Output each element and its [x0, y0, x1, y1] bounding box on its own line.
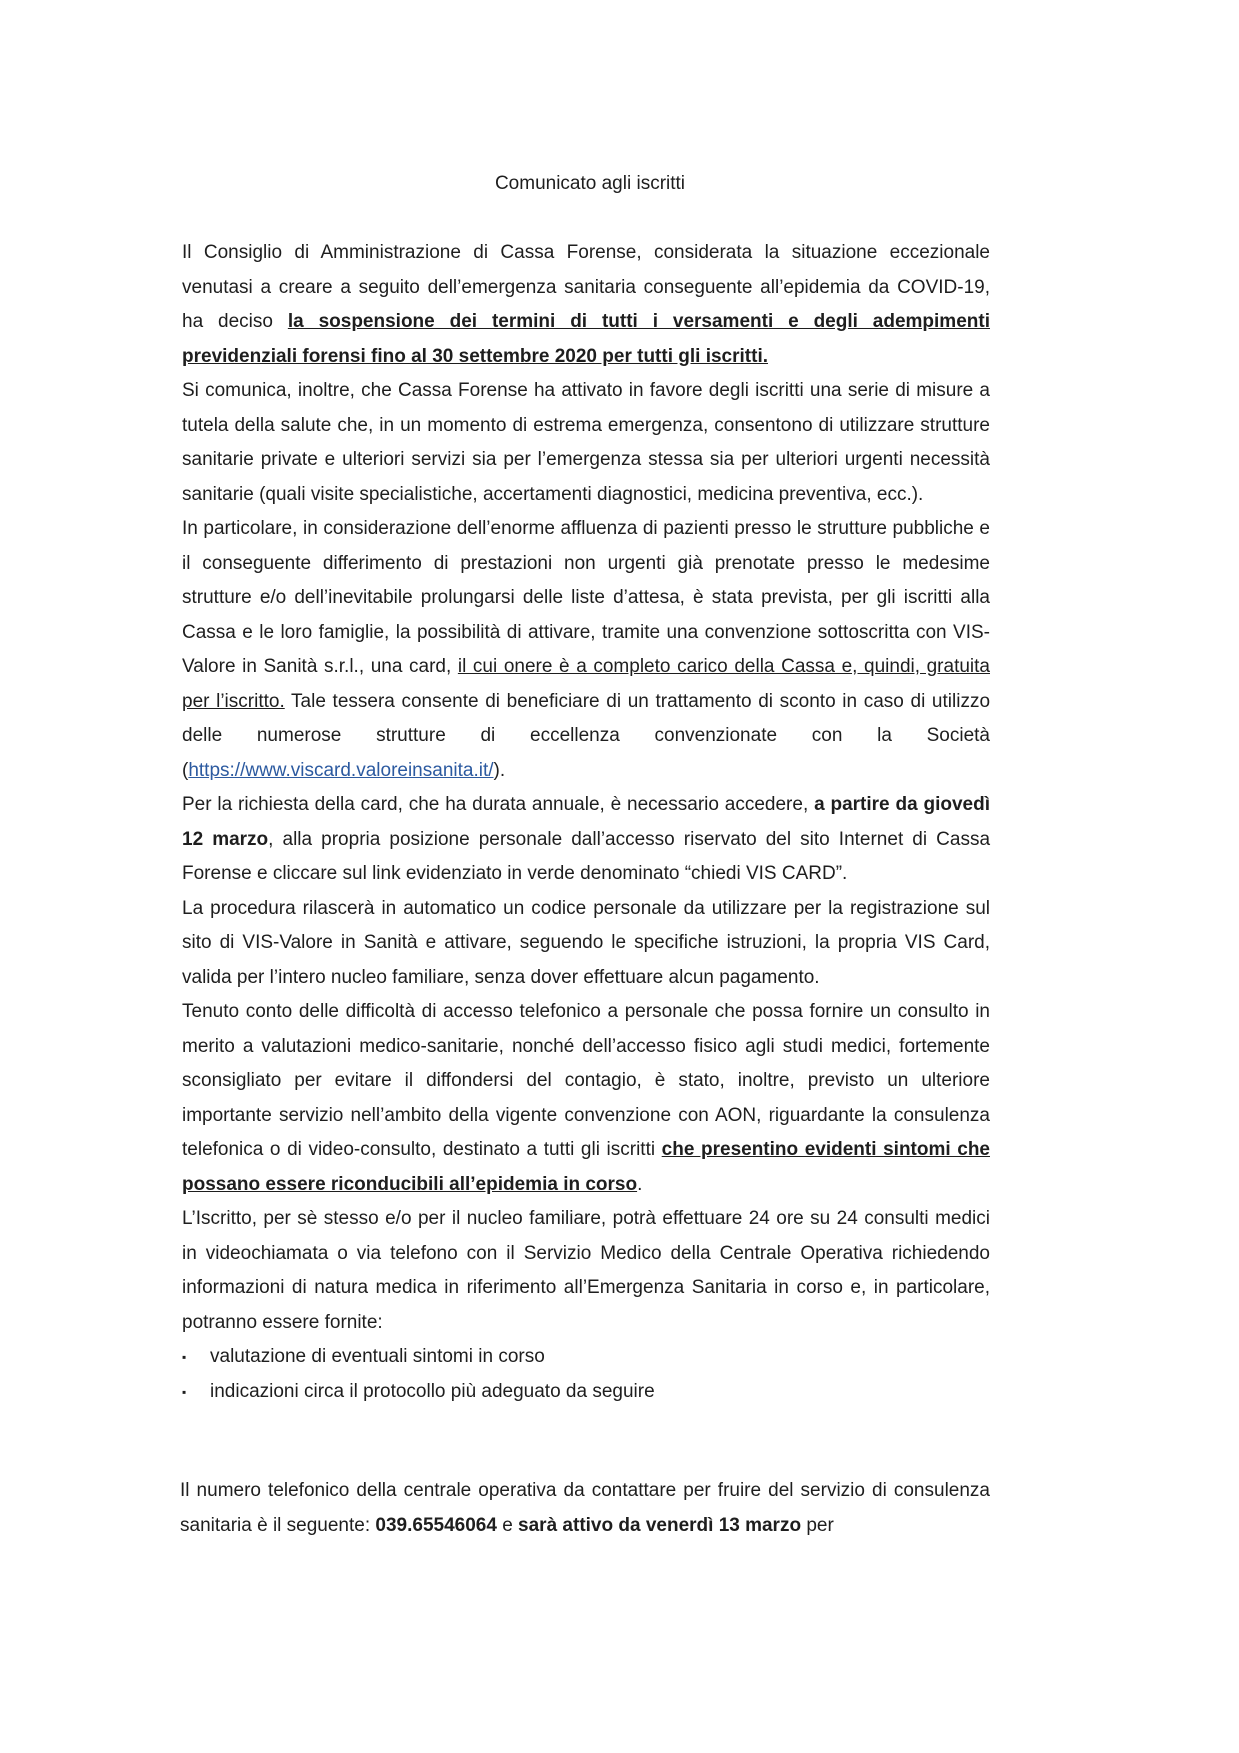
symptoms-emphasis: che presentino evidenti sintomi che possano essere riconducibili all’epidemia in corso [182, 1139, 990, 1195]
bullet-icon: ▪ [182, 1350, 187, 1364]
paragraph-suspension [182, 236, 990, 374]
paragraph-text: Tenuto conto delle difficoltà di accesso telefonico a personale che possa fornire un consulto in merito a valutazioni medico-sanitarie, nonché dell’accesso fisico agli studi medici, fortemente sconsigliato per evitare il diffondersi del contagio, è stato, inoltre, previsto un ulteriore importante servizio nell’ambito della vigente convenzione con AON, riguardante la consulenza telefonica o di video-consulto, destinato a tutti gli iscritti [182, 1001, 990, 1160]
paragraph-card [182, 512, 990, 788]
list-item [182, 1340, 990, 1375]
paragraph-text: Per la richiesta della card, che ha durata annuale, è necessario accedere, [182, 794, 815, 815]
viscard-link[interactable]: https://www.viscard.valoreinsanita.it/ [188, 759, 494, 781]
free-card-note: il cui onere è a completo carico della Cassa e, quindi, gratuita per l’iscritto. [182, 656, 990, 712]
paragraph-teleconsult [182, 995, 990, 1202]
list-item-text: valutazione di eventuali sintomi in corso [210, 1346, 545, 1367]
paragraph-text: Il numero telefonico della centrale operativa da contattare per fruire del servizio di consulenza sanitaria è il seguente: [180, 1480, 990, 1536]
services-list [182, 1340, 990, 1409]
phone-number: 039.65546064 [375, 1514, 497, 1536]
paragraph-text: In particolare, in considerazione dell’enorme affluenza di pazienti presso le strutture pubbliche e il conseguente differimento di prestazioni non urgenti già prenotate presso le medesime strutture e/o dell’inevitabile prolungarsi delle liste d’attesa, è stata prevista, per gli iscritti alla Cassa e le loro famiglie, la possibilità di attivare, tramite una convenzione sottoscritta con VIS-Valore in Sanità s.r.l., una card, [182, 518, 990, 677]
document-body [182, 236, 990, 1409]
list-item-text: indicazioni circa il protocollo più adeguato da seguire [210, 1380, 655, 1402]
paragraph-phone [180, 1474, 990, 1543]
paragraph-health-measures: Si comunica, inoltre, che Cassa Forense ha attivato in favore degli iscritti una serie di misure a tutela della salute che, in un momento di estrema emergenza, consentono di utilizzare strutture sanitarie private e ulteriori servizi sia per l’emergenza stessa sia per ulteriori urgenti necessità sanitarie (quali visite specialistiche, accertamenti diagnostici, medicina preventiva, ecc.). [182, 380, 990, 505]
paragraph-text: . [637, 1173, 643, 1195]
phone-section [180, 1474, 990, 1543]
paragraph-text: ). [493, 759, 506, 781]
paragraph-text: Tale tessera consente di beneficiare di un trattamento di sconto in caso di utilizzo delle numerose strutture di eccellenza convenzionate con la Società ( [182, 690, 991, 781]
page-title: Comunicato agli iscritti [494, 173, 686, 194]
list-item [182, 1375, 990, 1410]
paragraph-text: , alla propria posizione personale dall’accesso riservato del sito Internet di Cassa Forense e cliccare sul link evidenziato in verde denominato “chiedi VIS CARD”. [182, 828, 991, 884]
paragraph-service: L’Iscritto, per sè stesso e/o per il nucleo familiare, potrà effettuare 24 ore su 24 consulti medici in videochiamata o via telefono con il Servizio Medico della Centrale Operativa richiedendo informazioni di natura medica in riferimento all’Emergenza Sanitaria in corso e, in particolare, potranno essere fornite: [182, 1208, 990, 1333]
suspension-emphasis: la sospensione dei termini di tutti i versamenti e degli adempimenti previdenziali forensi fino al 30 settembre 2020 per tutti gli iscritti. [182, 311, 990, 367]
bullet-icon: ▪ [182, 1384, 187, 1399]
paragraph-procedure: La procedura rilascerà in automatico un codice personale da utilizzare per la registrazione sul sito di VIS-Valore in Sanità e attivare, seguendo le specifiche istruzioni, la propria VIS Card, valida per l’intero nucleo familiare, senza dover effettuare alcun pagamento. [182, 897, 990, 988]
start-date: a partire da giovedì 12 marzo [182, 794, 990, 850]
active-date: sarà attivo da venerdì 13 marzo [518, 1514, 802, 1536]
paragraph-text: per [801, 1514, 834, 1536]
paragraph-text: Il Consiglio di Amministrazione di Cassa Forense, considerata la situazione eccezionale venutasi a creare a seguito dell’emergenza sanitaria conseguente all’epidemia da COVID-19, ha deciso [182, 242, 990, 332]
paragraph-card-request [182, 788, 990, 892]
paragraph-text: e [496, 1514, 519, 1536]
